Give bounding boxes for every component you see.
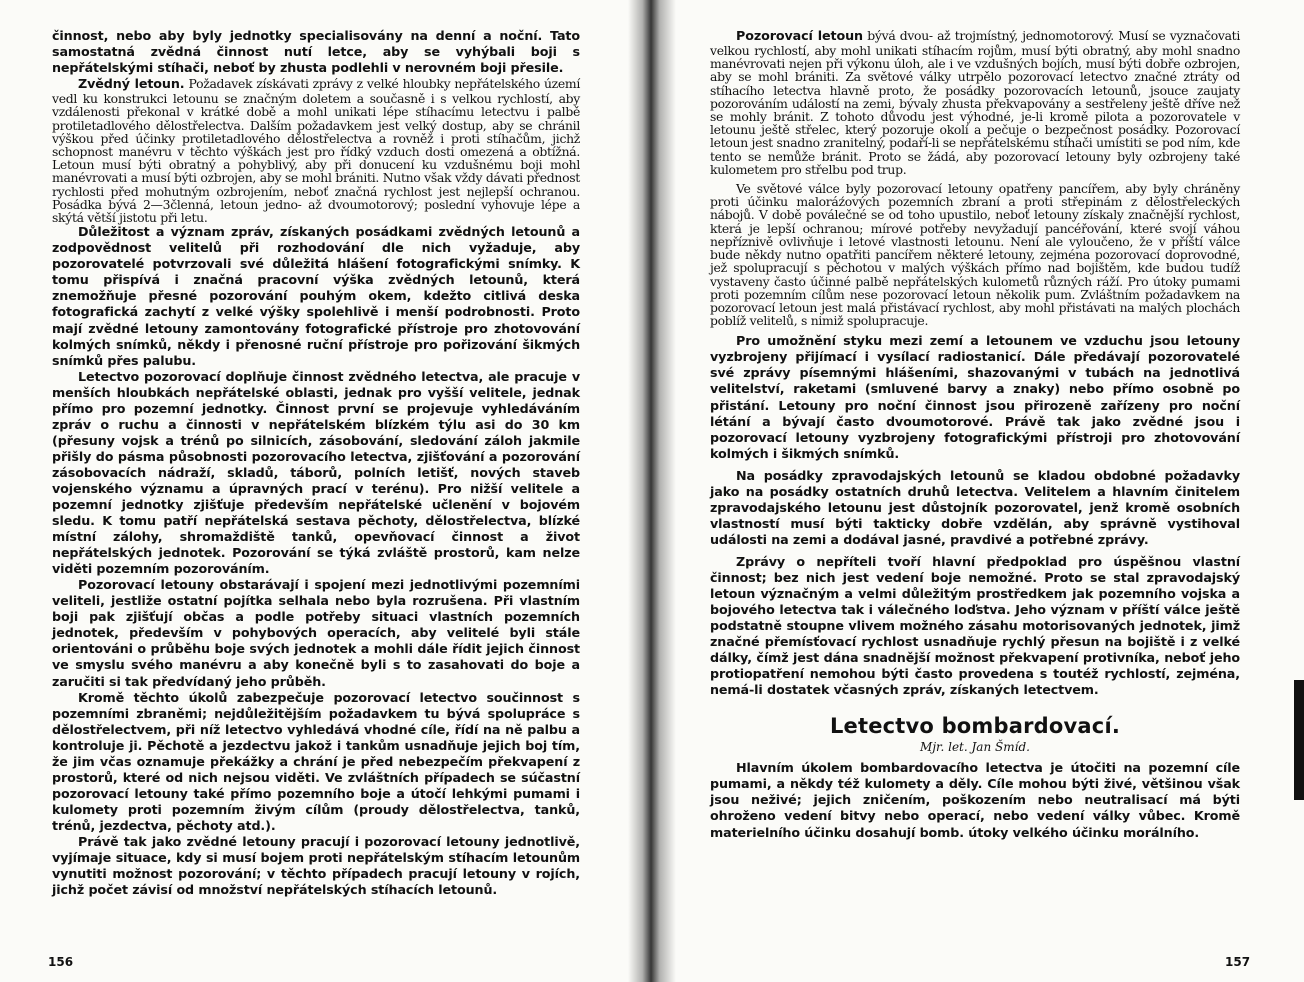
paragraph: Pro umožnění styku mezi zemí a letounem ve vzduchu jsou letouny vyzbrojeny přijímací i vysílací radiostanicí. Dále předávají pozorovatelé své zprávy písemnými hlášeními, shazovanými v tubách na jednotlivá velitelství, raketami (smluvené barvy a znaky) nebo přímo osobně po přistání. Letouny pro noční činnost jsou přirozeně zařízeny pro noční létání a bývají často dvoumotorové. Právě tak jako zvědné jsou i pozorovací letouny vyzbrojeny fotografickými přístroji pro zhotovování kolmých i šikmých snímků. [710,333,1240,461]
paragraph-lead: Zvědný letoun. [78,76,185,92]
paragraph-text: doplňuje činnost zvědného letectva, ale pracuje v menších hloubkách nepřátelské oblasti, jednak pro vyšší velitele, jednak přímo pro pozemní jednotky. Činnost první se projevuje vyhledáváním zpráv o ruchu a činnosti v nepřátelském blízkém týlu asi do 30 km (přesuny vojsk a trénů po silnicích, zásobování, sledování záloh jakmile přišly do pásma působnosti pozorovacího letectva, zjišťování a pozorování zásobovacích nádraží, skladů, táborů, polních letišť, nových staveb vojenského významu a úpravných prací v terénu). Pro nižší velitele a pozemní jednotky zjišťuje především nepřátelské učlenění v bojovém sledu. K tomu patří nepřátelská sestava pěchoty, dělostřelectva, blízké místní zálohy, shromaždiště tanků, opevňovací činnost a život nepřátelských jednotek. Pozorování se týká zvláště prostorů, kam nelze viděti pozemním pozorováním. [52,368,580,577]
paragraph-pozorovaci-letoun [710,28,1240,176]
paragraph: Ve světové válce byly pozorovací letouny opatřeny pancířem, aby byly chráněny proti účinku maloráźových pozemních zbraní a proti střepinám z dělostřeleckých nábojů. V době poválečné se od toho upustilo, neboť letouny získaly značnější rychlost, která je lepší ochranou; mírové potřeby nevyžadují pancéřování, které svojí váhou nepříznivě ovlivňuje i letové vlastnosti letounu. Není ale vyloučeno, že v příští válce bude někdy nutno opatřiti pancířem některé letouny, zejména pozorovací doprovodné, jež spolupracují s pěchotou v malých výškách přímo nad bojištěm, kde budou tudíž vystaveny často účinné palbě nepřátelských kulometů různých ráží. Pro útoky pumami proti pozemním cílům nese pozorovací letoun několik pum. Zvláštním požadavkem na pozorovací letoun jest malá přistávací rychlost, aby mohl přistávati na malých plochách poblíž velitelů, s nimiž spolupracuje. [710,181,1240,329]
paragraph: Kromě těchto úkolů zabezpečuje pozorovací letectvo součinnost s pozemními zbraněmi; nejdůležitějším požadavkem tu bývá spolupráce s dělostřelectvem, při níž letectvo vyhledává vhodné cíle, řídí na ně palbu a kontroluje ji. Pěchotě a jezdectvu jakož i tankům usnadňuje jejich boj tím, že jim včas oznamuje překážky a chrání je před nebezpečím překvapení z prostorů, které od nich nejsou viděti. Ve zvláštních případech se súčastní pozorovací letouny také přímo pozemního boje a útočí lehkými pumami i kulomety proti pozemním živým cílům (proudy dělostřelectva, tanků, trénů, jezdectva, pěchoty atd.). [52,689,580,833]
paragraph-zvedny-letoun [52,76,580,224]
page-number: 156 [48,955,74,969]
paragraph-text: bývá dvou- až trojmístný, jednomotorový. Musí se vyznačovati velkou rychlostí, aby mohl unikati stíhacím rojům, musí býti obratný, aby mohl snadno manévrovati nejen při výkonu úloh, ale i ve vzdušných bojích, musí býti dobře ozbrojen, aby se mohl brániti. Za světové války utrpělo pozorovací letectvo značné ztráty od stíhacího letectva hlavně proto, že posádky pozorovacích letounů, jsouce zaujaty pozorováním událostí na zemi, bývaly zhusta překvapovány a sestřeleny ještě dříve než se mohly bránit. Z tohoto důvodu jest výhodné, je-li kromě pilota a pozorovatele v letounu ještě střelec, který pozoruje okolí a pečuje o bezpečnost posádky. Pozorovací letoun jest snadno zranitelný, podaří-li se nepřátelskému stíhači umístiti se pod ním, kde tento se nemůže bránit. Proto se žádá, aby pozorovací letouny byly ozbrojeny také kulometem pro střelbu pod trup. [710,28,1241,177]
left-text-column [52,28,580,898]
paragraph: Důležitost a význam zpráv, získaných posádkami zvědných letounů a zodpovědnost velitelů při rozhodování dle nich vyžaduje, aby pozorovatelé potvrzovali své důležitá hlášení fotografickými snímky. K tomu přispívá i značná pracovní výška zvědných letounů, která znemožňuje přesné pozorování pouhým okem, kdežto citlivá deska fotografická zachytí z velké výšky spolehlivě i menší podrobnosti. Proto mají zvědné letouny zamontovány fotografické přístroje pro zhotovování kolmých snímků, někdy i přenosné ruční přístroje pro pořizování šikmých snímků přes palubu. [52,224,580,368]
paragraph-text: Požadavek získávati zprávy z velké hloubky nepřátelského území vedl ku konstrukci letounu se značným doletem a současně i s velkou rychlostí, aby vzdálenosti překonal v krátké době a mohl unikati lépe stíhacímu letectvu i palbě protiletadlového dělostřelectva. Dalším požadavkem jest velký dostup, aby se chránil výškou před účinky protiletadlového dělostřelectva a rovněž i proti stíhačům, jichž schopnost manévru v těchto výškách jest pro řídký vzduch dosti omezená a obtížná. Letoun musí býti obratný a pohyblivý, aby při donucení ku vzdušnému boji mohl manévrovati a musí býti ozbrojen, aby se mohl brániti. Nutno však vždy dávati přednost rychlosti před mohutným ozbrojením, neboť značná rychlost jest nejlepší ochranou. Posádka bývá 2—3členná, letoun jedno- až dvoumotorový; poslední vyhovuje lépe a skýtá větší jistotu při letu. [52,76,580,226]
section-heading: Letectvo bombardovací. [829,714,1121,739]
section-byline: Mjr. let. Jan Šmíd. [920,740,1030,755]
right-text-column [710,28,1240,841]
right-page [652,0,1304,982]
paragraph: Právě tak jako zvědné letouny pracují i pozorovací letouny jednotlivě, vyjímaje situace, kdy si musí bojem proti nepřátelským stíhacím letounům vynutiti možnost pozorování; v těchto případech pracují letouny v rojích, jichž počet závisí od množství nepřátelských stíhacích letounů. [52,834,580,898]
paragraph: Na posádky zpravodajských letounů se kladou obdobné požadavky jako na posádky ostatních druhů letectva. Velitelem a hlavním činitelem zpravodajského letounu jest důstojník pozorovatel, jenž kromě osobních vlastností musí býti takticky dobře vzdělán, aby správně vystihoval události na zemi a dodával jasné, pravdivé a potřebné zprávy. [710,467,1240,547]
paragraph: Pozorovací letouny obstarávají i spojení mezi jednotlivými pozemními veliteli, jestliže ostatní pojítka selhala nebo byla rozrušena. Při vlastním boji pak zjišťují občas a podle potřeby situaci vlastních pozemních jednotek, především v pohybových operacích, aby velitelé byli stále orientováni o průběhu boje svých jednotek a mohli dále řídit jejich činnost ve smyslu svého manévru a aby konečně byli s to zasahovati do boje a zaručiti si tak předvídaný jeho průběh. [52,577,580,689]
page-number: 157 [1225,955,1251,969]
paragraph-lead: Pozorovací letoun [736,28,863,43]
paragraph-lead: Letectvo pozorovací [78,368,221,384]
paragraph: Hlavním úkolem bombardovacího letectva je útočiti na pozemní cíle pumami, a někdy též kulomety a děly. Cíle mohou býti živé, většinou však jsou neživé; jejich zničením, poškozením nebo neutralisací má býti ohroženo vedení bitvy nebo operací, nebo vedení války vůbec. Kromě materielního účinku dosahují bomb. útoky velkého účinku morálního. [710,760,1240,840]
page-edge-mark [1294,680,1304,800]
book-spine-shadow [628,0,676,982]
paragraph: Zprávy o nepříteli tvoří hlavní předpoklad pro úspěšnou vlastní činnost; bez nich jest vedení boje nemožné. Proto se stal zpravodajský letoun význačným a velmi důležitým prostředkem jak pozemního vojska a bojového letectva tak i válečného loďstva. Jeho význam v příští válce ještě podstatně stoupne vlivem možného zásahu motorisovaných jednotek, jimž značné přemísťovací rychlost usnadňuje rychlý přesun na bojiště i z velké dálky, čímž jest dána snadnější možnost překvapení protivníka, neboť jeho protiopatření nemohou býti často provedena s toutéž rychlostí, zejména, nemá-li dostatek včasných zpráv, získaných letectvem. [710,553,1240,698]
paragraph-letectvo-pozorovaci [52,369,580,578]
paragraph: činnost, nebo aby byly jednotky specialisovány na denní a noční. Tato samostatná zvědná činnost nutí letce, aby se vyhýbali boji s nepřátelskými stíhači, neboť by zhusta podlehli v nerovném boji přesile. [52,28,580,76]
